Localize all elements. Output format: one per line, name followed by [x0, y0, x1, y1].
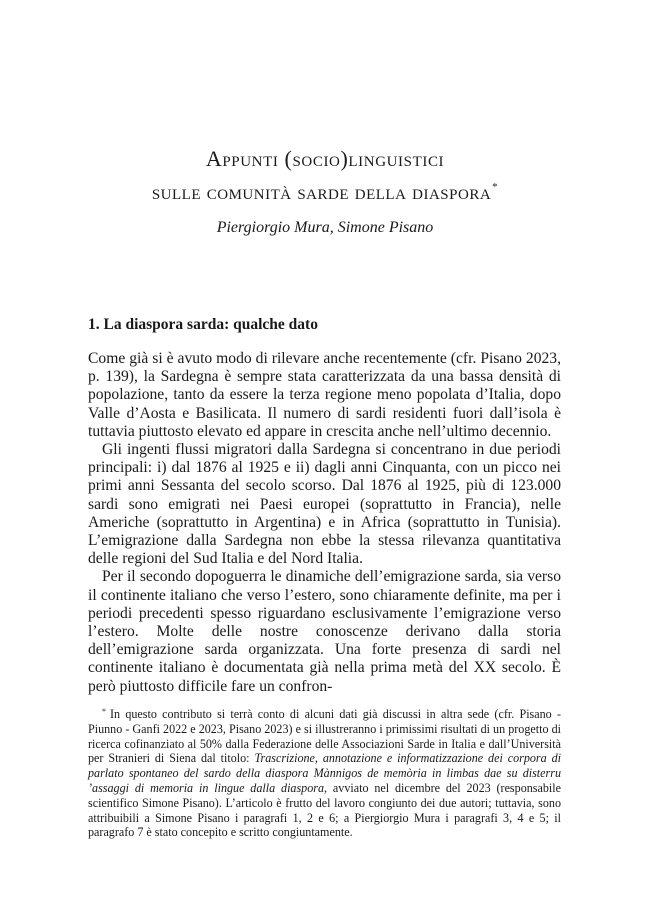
footnote-project-title: Trascrizione, annotazione e informatizzazione dei corpora di parlato spontaneo del sardo della diaspora Mànnigos de memòria in limbas dae su disterru ’assaggi di memoria in lingue dalla diaspora: [88, 751, 561, 795]
article-subtitle-text: sulle comunità sarde della diaspora: [151, 180, 492, 204]
article-subtitle: [0, 174, 650, 205]
footnote: [88, 705, 561, 840]
body-text: [88, 350, 561, 696]
paragraph: Per il secondo dopoguerra le dinamiche dell’emigrazione sarda, sia verso il continente italiano che verso l’estero, sono chiaramente definite, ma per i periodi precedenti spesso riguardano esclusivamente l’emigrazione verso l’estero. Molte delle nostre conoscenze derivano dalla storia dell’emigrazione sarda organizzata. Una forte presenza di sardi nel continente italiano è documentata già nella prima metà del XX secolo. È però piuttosto difficile fare un confron-: [88, 568, 561, 695]
article-title: Appunti (socio)linguistici: [205, 146, 445, 171]
footnote-text-end: , avviato nel dicembre del 2023 (responsabile scientifico Simone Pisano). L’articolo è frutto del lavoro congiunto dei due autori; tuttavia, sono attribuibili a Simone Pisano i paragrafi 1, 2 e 6; a Piergiorgio Mura i paragrafi 3, 4 e 5; il paragrafo 7 è stato concepito e scritto congiuntamente.: [88, 780, 561, 840]
article-authors: Piergiorgio Mura, Simone Pisano: [216, 219, 434, 236]
section-heading: 1. La diaspora sarda: qualche dato: [88, 316, 318, 333]
title-block: [0, 146, 650, 238]
paragraph: Come già si è avuto modo di rilevare anche recentemente (cfr. Pisano 2023, p. 139), la Sardegna è sempre stata caratterizzata da una bassa densità di popolazione, tanto da essere la terza regione meno popolata d’Italia, dopo Valle d’Aosta e Basilicata. Il numero di sardi residenti fuori dall’isola è tuttavia piuttosto elevato ed appare in crescita anche nell’ultimo decennio.: [88, 350, 561, 440]
footnote-marker: *: [102, 707, 106, 716]
title-footnote-marker: *: [492, 181, 499, 193]
paragraph: Gli ingenti flussi migratori dalla Sardegna si concentrano in due periodi principali: i) dal 1876 al 1925 e ii) dagli anni Cinquanta, con un picco nei primi anni Sessanta del secolo scorso. Dal 1876 al 1925, più di 123.000 sardi sono emigrati nei Paesi europei (soprattutto in Francia), nelle Americhe (soprattutto in Argentina) e in Africa (soprattutto in Tunisia). L’emigrazione dalla Sardegna non ebbe la stessa rilevanza quantitativa delle regioni del Sud Italia e del Nord Italia.: [88, 441, 561, 568]
footnote-text-start: In questo contributo si terrà conto di alcuni dati già discussi in altra sede (cfr. Pisano - Piunno - Ganfi 2022 e 2023, Pisano 2023) e si illustreranno i primissimi risultati di un progetto di ricerca cofinanziato al 50% dalla Federazione delle Associazioni Sarde in Italia e dall’Università per Stranieri di Siena dal titolo:: [88, 707, 561, 766]
